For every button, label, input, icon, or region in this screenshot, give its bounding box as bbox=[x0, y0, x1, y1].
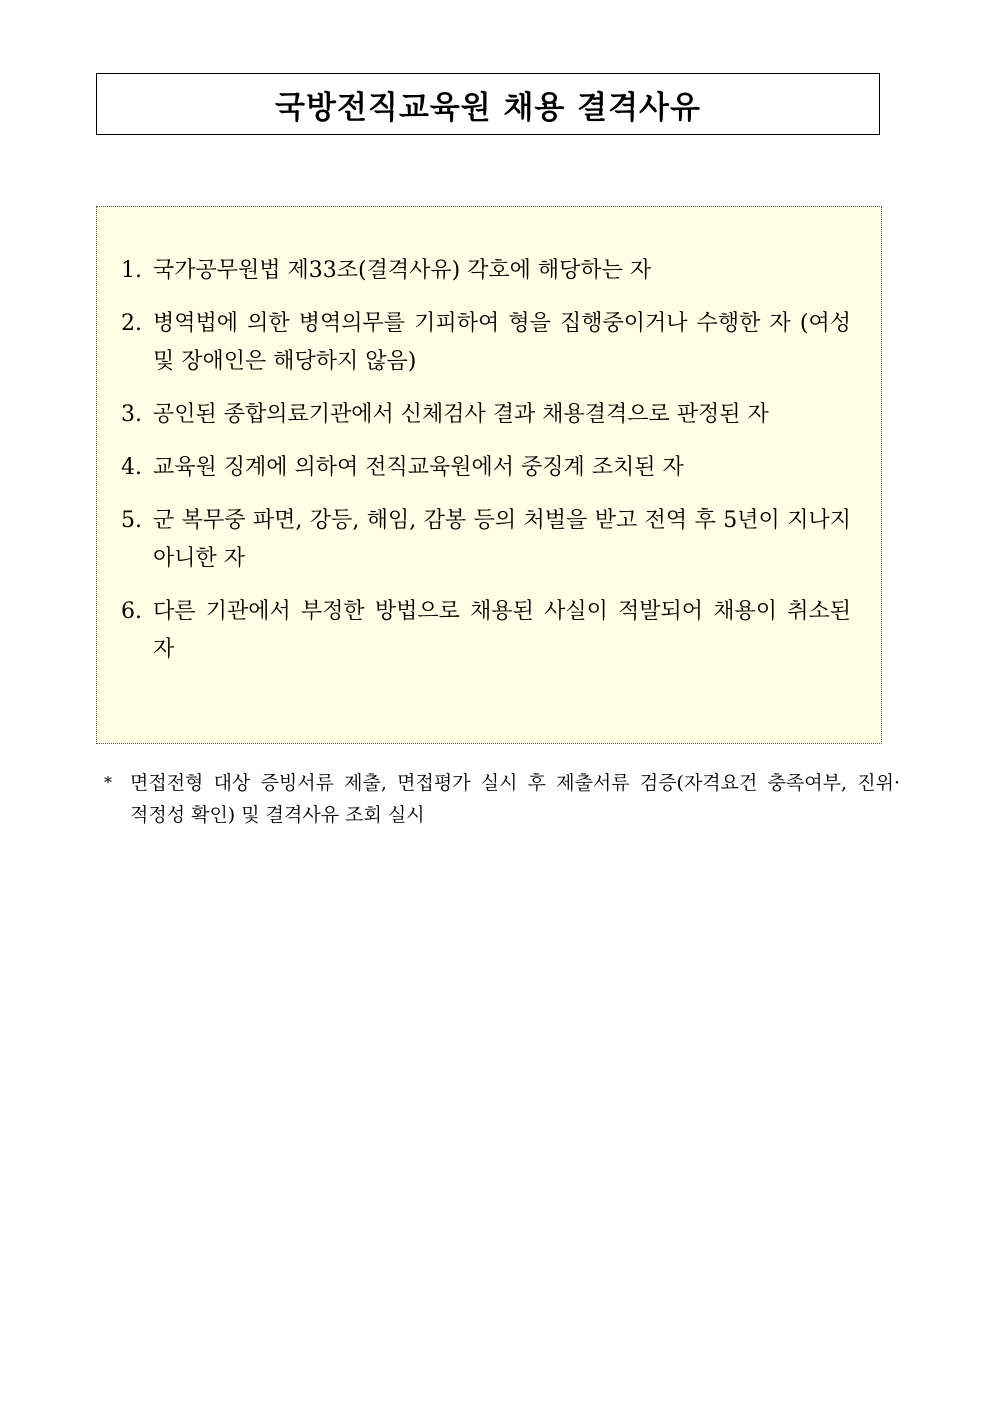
item-text: 공인된 종합의료기관에서 신체검사 결과 채용결격으로 판정된 자 bbox=[153, 402, 769, 427]
footnote-text: 면접전형 대상 증빙서류 제출, 면접평가 실시 후 제출서류 검증(자격요건 충족여부, 진위·적정성 확인) 및 결격사유 조회 실시 bbox=[130, 772, 900, 826]
page-title: 국방전직교육원 채용 결격사유 bbox=[275, 89, 701, 126]
item-text: 군 복무중 파면, 강등, 해임, 감봉 등의 처벌을 받고 전역 후 5년이 지나지 아니한 자 bbox=[153, 508, 851, 571]
footnote-mark: * bbox=[104, 773, 112, 792]
footnote bbox=[104, 767, 900, 831]
item-number: 4. bbox=[121, 455, 142, 480]
list-item bbox=[121, 502, 851, 578]
list-item bbox=[121, 593, 851, 669]
list-item bbox=[121, 252, 851, 290]
list-item bbox=[121, 449, 851, 487]
title-box bbox=[96, 73, 880, 135]
item-number: 5. bbox=[121, 508, 142, 533]
item-text: 교육원 징계에 의하여 전직교육원에서 중징계 조치된 자 bbox=[153, 455, 684, 480]
item-number: 2. bbox=[121, 311, 142, 336]
item-number: 1. bbox=[121, 258, 142, 283]
disqualification-list bbox=[121, 252, 851, 684]
list-item bbox=[121, 396, 851, 434]
disqualification-box bbox=[96, 206, 882, 744]
item-number: 6. bbox=[121, 599, 142, 624]
list-item bbox=[121, 305, 851, 381]
item-text: 병역법에 의한 병역의무를 기피하여 형을 집행중이거나 수행한 자 (여성 및 장애인은 해당하지 않음) bbox=[153, 311, 851, 374]
item-number: 3. bbox=[121, 402, 142, 427]
item-text: 국가공무원법 제33조(결격사유) 각호에 해당하는 자 bbox=[153, 258, 652, 283]
item-text: 다른 기관에서 부정한 방법으로 채용된 사실이 적발되어 채용이 취소된 자 bbox=[153, 599, 851, 662]
